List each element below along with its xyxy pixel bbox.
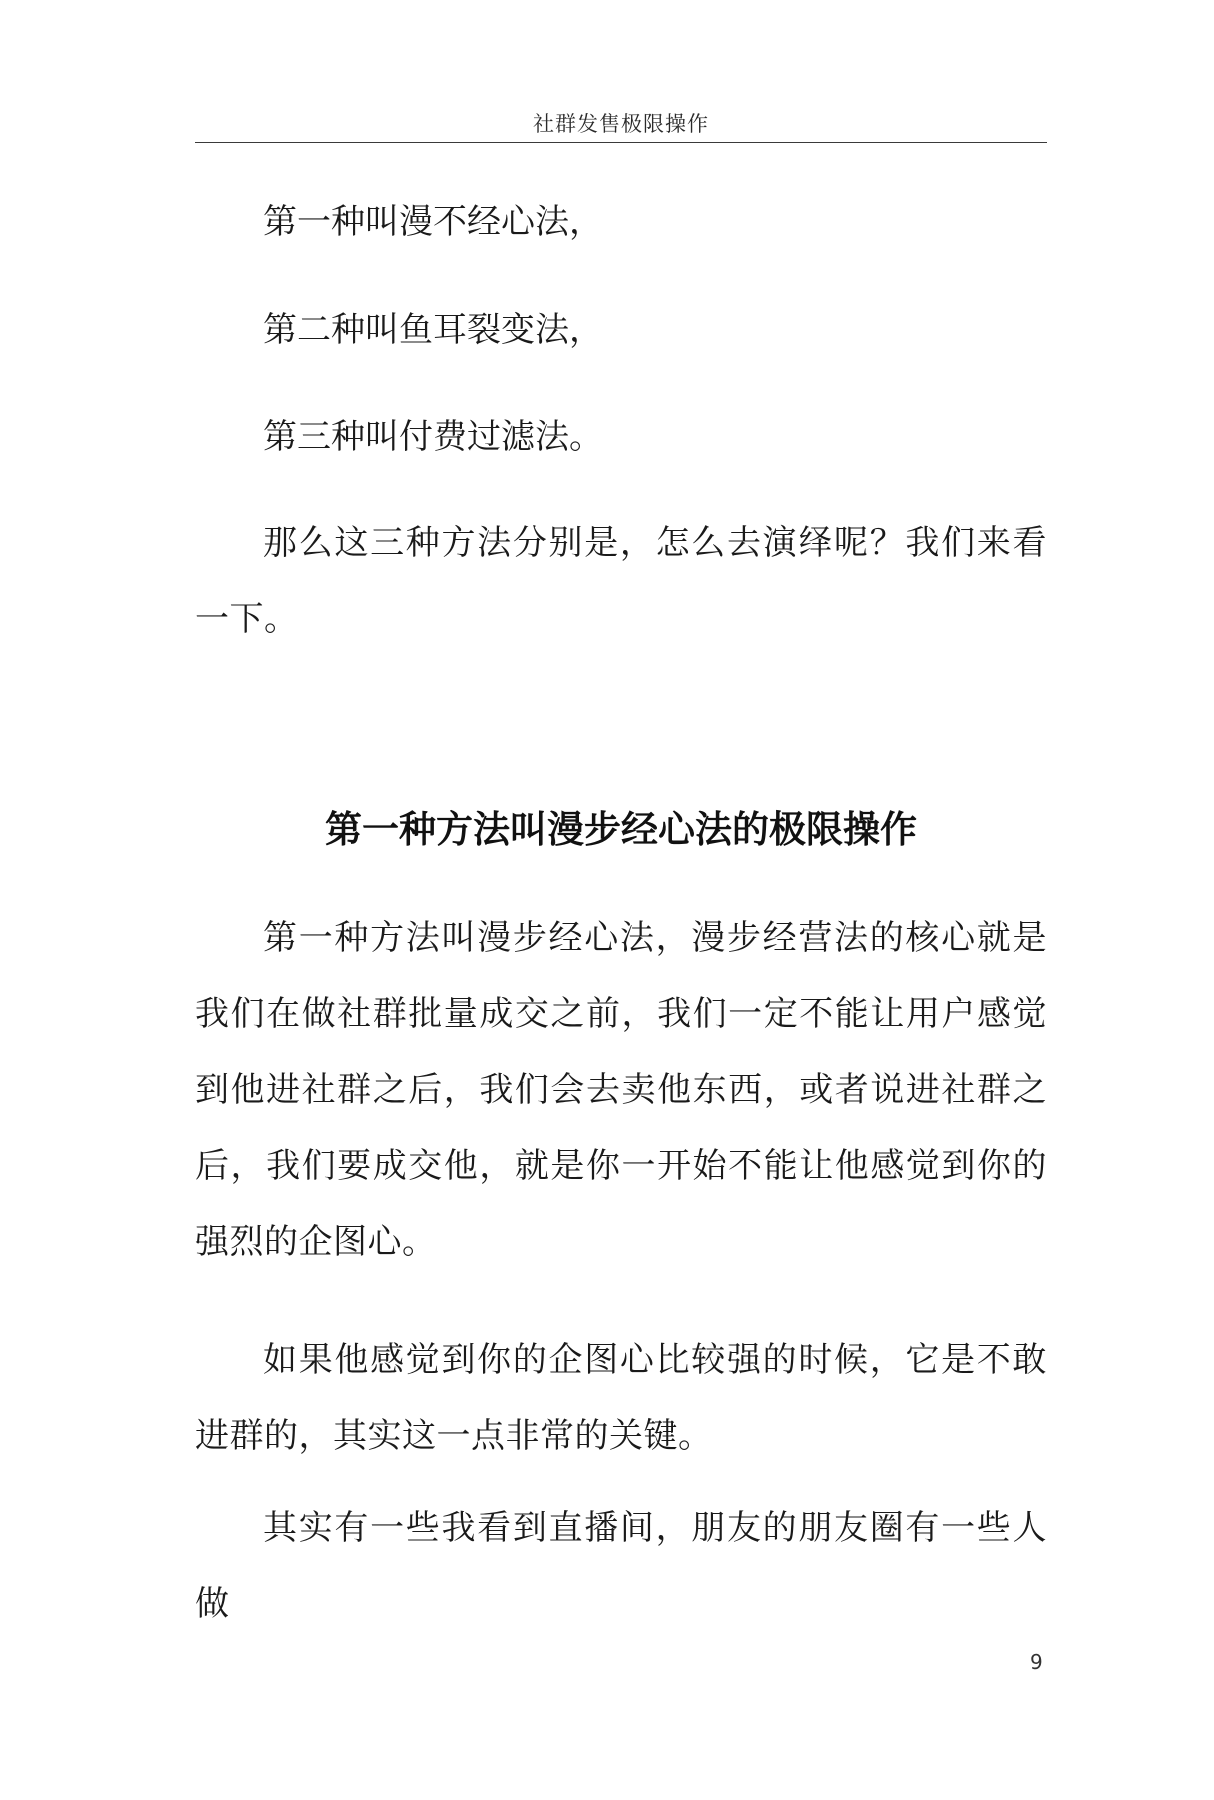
section-heading: 第一种方法叫漫步经心法的极限操作	[325, 808, 917, 851]
intro-block	[195, 505, 1047, 657]
paragraph-2: 如果他感觉到你的企图心比较强的时候，它是不敢进群的，其实这一点非常的关键。	[195, 1340, 1047, 1456]
paragraph-3: 其实有一些我看到直播间，朋友的朋友圈有一些人做	[195, 1508, 1047, 1624]
page-number: 9	[1030, 1650, 1043, 1674]
paragraph-block-3	[195, 1490, 1047, 1642]
paragraph-1: 第一种方法叫漫步经心法，漫步经营法的核心就是我们在做社群批量成交之前，我们一定不能让用户感觉到他进社群之后，我们会去卖他东西，或者说进社群之后，我们要成交他，就是你一开始不能让他感觉到你的强烈的企图心。	[195, 918, 1047, 1262]
running-header: 社群发售极限操作	[533, 112, 709, 136]
paragraph-block-2	[195, 1322, 1047, 1474]
paragraph-block-1	[195, 900, 1047, 1280]
paragraph-intro: 那么这三种方法分别是，怎么去演绎呢？我们来看一下。	[195, 523, 1047, 639]
list-item: 第二种叫鱼耳裂变法，	[263, 310, 603, 350]
list-item: 第一种叫漫不经心法，	[263, 202, 603, 242]
header-rule	[195, 142, 1047, 143]
list-item: 第三种叫付费过滤法。	[263, 417, 603, 457]
